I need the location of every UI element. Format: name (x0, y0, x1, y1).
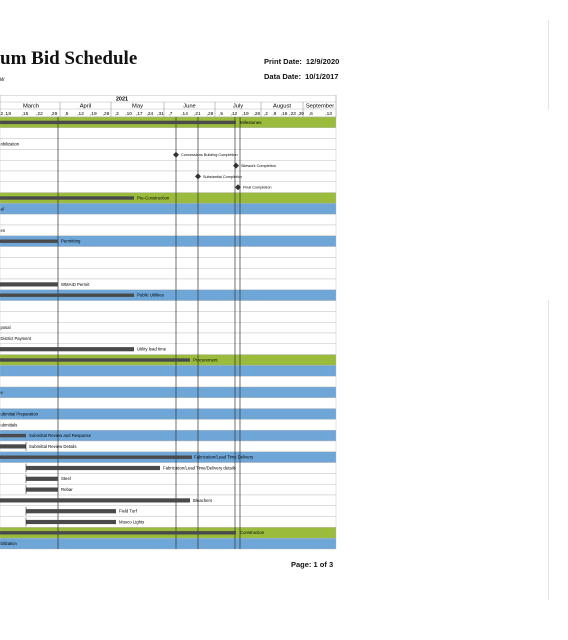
row-plain (0, 225, 336, 236)
activity-label: WMAID Permit (61, 281, 90, 287)
day-label: ,14 (181, 111, 188, 117)
row-plain (0, 311, 336, 322)
activity-label: Construction (240, 530, 265, 536)
activity-label: Substantial Completion (203, 174, 243, 179)
row-blue (0, 538, 336, 549)
month-label: March (22, 103, 40, 110)
day-label: ,23 (289, 111, 296, 117)
month-label: September (305, 103, 335, 110)
activity-label: Procurement (193, 357, 218, 363)
row-milestone (0, 171, 336, 182)
data-date-value: 10/1/2017 (305, 72, 339, 81)
activity-bar (0, 498, 190, 502)
day-label: ,16 (280, 111, 288, 117)
document-subtitle: w (0, 77, 5, 83)
row-plain (0, 333, 336, 344)
print-date-label: Print Date: (264, 57, 302, 66)
activity-name: es (0, 227, 5, 233)
day-label: ,12 (230, 111, 238, 117)
print-date (264, 57, 339, 66)
month-label: June (183, 103, 196, 110)
activity-bar (0, 294, 134, 297)
activity-label: Sitework Completion (241, 164, 276, 168)
page-label: Page: (291, 560, 312, 569)
activity-bar (0, 456, 192, 459)
month-label: July (232, 103, 244, 110)
month-label: April (79, 103, 92, 110)
row-plain (0, 398, 336, 409)
print-date-value: 12/9/2020 (305, 57, 340, 66)
activity-label: Fabrication/Lead Time/Delivery details (163, 465, 236, 471)
day-label: ,5 (219, 111, 224, 117)
row-plain (0, 214, 336, 225)
activity-label: Final Completion (243, 185, 272, 190)
day-label: ,9 (272, 111, 277, 117)
activity-label: Rebar (61, 487, 73, 492)
page-of: of 3 (319, 560, 334, 569)
day-label: ,29 (50, 111, 58, 117)
activity-bar (0, 444, 26, 448)
row-blue (0, 387, 336, 398)
activity-label: Submittal Review Details (29, 443, 77, 449)
row-blue (0, 365, 336, 376)
activity-label: Field Turf (119, 508, 137, 514)
day-label: ,19 (89, 111, 97, 117)
day-label: ,17 (135, 111, 143, 117)
row-plain (0, 376, 336, 387)
activity-label: Submittal Review and Response (29, 433, 92, 438)
activity-bar (0, 347, 134, 351)
day-label: ,6 (308, 111, 313, 117)
activity-name: bilization (0, 541, 17, 547)
day-label: ,22 (36, 111, 43, 117)
day-label: ,28 (206, 111, 214, 117)
activity-bar (0, 434, 26, 437)
activity-name: al (0, 206, 4, 212)
activity-name: posal (0, 325, 11, 331)
row-plain (0, 128, 336, 139)
day-label: ,1 (4, 111, 9, 117)
data-date-label: Data Date: (264, 72, 302, 81)
activity-bar (0, 240, 58, 243)
day-label: ,21 (193, 111, 201, 117)
day-label: ,2 (263, 111, 268, 117)
day-label: ,26 (102, 111, 110, 117)
day-label: ,19 (242, 111, 249, 117)
row-plain (0, 268, 336, 279)
row-milestone (0, 149, 336, 160)
activity-bar (26, 520, 116, 524)
activity-name: e (0, 389, 3, 395)
activity-label: Bleachers (193, 497, 213, 503)
row-plain (0, 419, 336, 430)
activity-label: Steel (61, 476, 71, 482)
gantt-chart (0, 95, 338, 557)
row-blue (0, 203, 336, 214)
day-label: ,13 (325, 111, 332, 117)
activity-label: Fabrication/Lead Time Delivery (194, 454, 254, 460)
activity-bar (0, 358, 190, 361)
activity-bar (26, 509, 116, 513)
day-label: ,10 (125, 111, 132, 117)
activity-label: Concessions Building Completion (181, 153, 238, 158)
row-milestone (0, 160, 336, 171)
day-label: ,3 (114, 111, 119, 117)
day-label: ,5 (64, 111, 69, 117)
day-label: ,7 (168, 111, 173, 117)
activity-label: Milestones (240, 119, 262, 125)
activity-bar (0, 282, 58, 286)
activity-bar (26, 488, 58, 492)
row-plain (0, 139, 336, 150)
activity-label: Permitting (61, 238, 81, 244)
activity-bar (0, 196, 134, 199)
scan-edge (548, 300, 549, 600)
day-label: ,30 (297, 111, 305, 117)
page-number (291, 560, 333, 569)
row-plain (0, 301, 336, 312)
activity-label: Utility lead time (137, 346, 167, 352)
row-blue (0, 409, 336, 420)
day-label: ,12 (77, 111, 84, 117)
scan-edge (548, 20, 549, 110)
day-label: ,8 (7, 111, 12, 117)
activity-name: obilization (0, 141, 20, 147)
activity-label: Musco Lights (119, 519, 145, 525)
month-label: May (132, 103, 143, 110)
day-label: ,15 (21, 111, 29, 117)
activity-bar (0, 531, 236, 534)
day-label: 2 (0, 111, 4, 117)
row-plain (0, 322, 336, 333)
document-title: um Bid Schedule (0, 48, 138, 69)
page-number-value: 1 (313, 560, 318, 569)
activity-name: District Payment (0, 335, 31, 341)
activity-bar (0, 121, 236, 124)
data-date (264, 72, 338, 81)
activity-bar (26, 477, 58, 481)
row-milestone (0, 182, 336, 193)
day-label: ,31 (157, 111, 164, 117)
month-label: August (272, 103, 292, 110)
row-plain (0, 247, 336, 258)
day-label: ,24 (146, 111, 154, 117)
activity-name: ubmittal Preparation (0, 411, 38, 417)
activity-name: ubmittals (0, 422, 18, 428)
activity-label: Pre-Construction (137, 195, 170, 201)
activity-label: Public Utilities (137, 292, 164, 298)
day-label: ,26 (253, 111, 261, 117)
year-label: 2021 (115, 96, 129, 103)
row-plain (0, 257, 336, 268)
activity-bar (26, 466, 160, 470)
